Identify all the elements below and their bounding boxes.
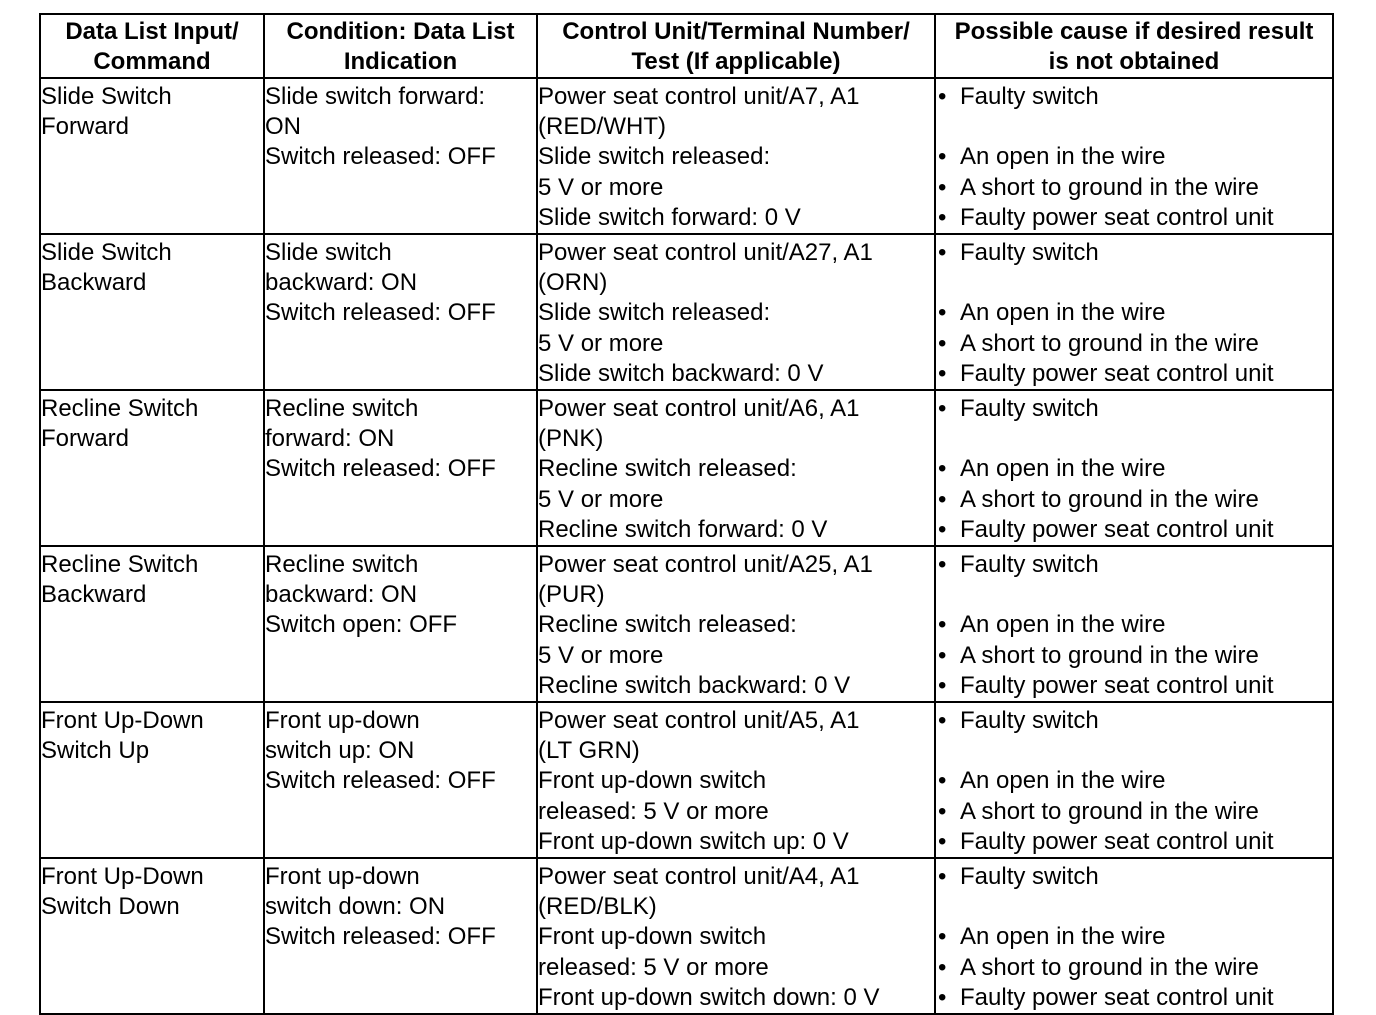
- cause-list-item: [936, 515, 1332, 545]
- cause-text: Faulty switch: [960, 707, 1099, 735]
- terminal-test-cell: [537, 546, 935, 702]
- cause-list-item: [936, 671, 1332, 701]
- cause-list-item: [936, 454, 1332, 484]
- header-data-list-input: [40, 14, 264, 78]
- condition-text-line: Front up-down: [265, 707, 420, 735]
- terminal-test-cell: [537, 78, 935, 234]
- terminal-test-text-line: Recline switch released:: [538, 611, 797, 639]
- terminal-test-text-line: Slide switch released:: [538, 143, 771, 171]
- data-list-input-text-line: Backward: [41, 269, 147, 297]
- bullet-icon: •: [938, 203, 947, 231]
- cause-list-item: [936, 766, 1332, 796]
- cause-text: A short to ground in the wire: [960, 329, 1259, 357]
- bullet-icon: •: [938, 515, 947, 543]
- bullet-icon: •: [938, 923, 947, 951]
- cause-list-item: [936, 953, 1332, 983]
- condition-text-line: Switch released: OFF: [265, 299, 496, 327]
- terminal-test-text-line: Power seat control unit/A4, A1: [538, 863, 860, 891]
- cause-text: Faulty power seat control unit: [960, 515, 1274, 543]
- data-list-input-cell: [40, 702, 264, 858]
- cause-text: An open in the wire: [960, 455, 1166, 483]
- table-row: [40, 702, 1333, 858]
- table-body: [40, 78, 1333, 1014]
- header-text-line: Test (If applicable): [631, 48, 841, 75]
- terminal-test-text-line: (LT GRN): [538, 737, 640, 765]
- cause-text: Faulty switch: [960, 395, 1099, 423]
- possible-cause-cell: [935, 702, 1333, 858]
- table-header-row: [40, 14, 1333, 78]
- cause-text: An open in the wire: [960, 299, 1166, 327]
- bullet-icon: •: [938, 767, 947, 795]
- condition-text-line: backward: ON: [265, 581, 418, 609]
- bullet-icon: •: [938, 863, 947, 891]
- terminal-test-text-line: 5 V or more: [538, 173, 664, 201]
- cause-list-item: [936, 922, 1332, 952]
- bullet-icon: •: [938, 239, 947, 267]
- terminal-test-text-line: (ORN): [538, 269, 608, 297]
- cause-spacer: [936, 112, 1332, 142]
- condition-cell: [264, 234, 537, 390]
- cause-list-item: [936, 641, 1332, 671]
- bullet-icon: •: [938, 83, 947, 110]
- table-row: [40, 546, 1333, 702]
- bullet-icon: •: [938, 953, 947, 981]
- terminal-test-text-line: (RED/BLK): [538, 893, 657, 921]
- condition-cell: [264, 702, 537, 858]
- table-row: [40, 390, 1333, 546]
- cause-list-item: [936, 706, 1332, 736]
- table-row: [40, 234, 1333, 390]
- cause-text: Faulty power seat control unit: [960, 203, 1274, 231]
- condition-cell: [264, 390, 537, 546]
- data-list-input-cell: [40, 858, 264, 1014]
- condition-text-line: Slide switch forward:: [265, 83, 486, 110]
- cause-spacer: [936, 268, 1332, 298]
- cause-list-item: [936, 298, 1332, 328]
- bullet-icon: •: [938, 641, 947, 669]
- cause-list-item: [936, 329, 1332, 359]
- terminal-test-text-line: 5 V or more: [538, 329, 664, 357]
- cause-text: Faulty switch: [960, 863, 1099, 891]
- bullet-icon: •: [938, 329, 947, 357]
- cause-list-item: [936, 359, 1332, 389]
- terminal-test-text-line: Slide switch released:: [538, 299, 771, 327]
- header-possible-cause: [935, 14, 1333, 78]
- condition-text-line: switch up: ON: [265, 737, 415, 765]
- possible-cause-cell: [935, 390, 1333, 546]
- condition-text-line: Switch released: OFF: [265, 923, 496, 951]
- header-text-line: Indication: [343, 48, 458, 75]
- terminal-test-cell: [537, 858, 935, 1014]
- data-list-input-text-line: Slide Switch: [41, 83, 172, 110]
- cause-list-item: [936, 610, 1332, 640]
- terminal-test-cell: [537, 390, 935, 546]
- condition-text-line: Recline switch: [265, 395, 419, 423]
- cause-spacer: [936, 580, 1332, 610]
- header-text-line: Data List Input/: [65, 18, 239, 45]
- cause-text: A short to ground in the wire: [960, 797, 1259, 825]
- terminal-test-text-line: Slide switch backward: 0 V: [538, 359, 824, 387]
- condition-text-line: Switch released: OFF: [265, 455, 496, 483]
- cause-text: A short to ground in the wire: [960, 173, 1259, 201]
- condition-text-line: Slide switch: [265, 239, 392, 267]
- possible-cause-cell: [935, 78, 1333, 234]
- terminal-test-text-line: 5 V or more: [538, 485, 664, 513]
- bullet-icon: •: [938, 983, 947, 1011]
- terminal-test-text-line: Recline switch backward: 0 V: [538, 671, 851, 699]
- bullet-icon: •: [938, 455, 947, 483]
- condition-text-line: Recline switch: [265, 551, 419, 579]
- terminal-test-text-line: Front up-down switch down: 0 V: [538, 983, 880, 1011]
- bullet-icon: •: [938, 611, 947, 639]
- condition-text-line: switch down: ON: [265, 893, 446, 921]
- condition-text-line: Switch open: OFF: [265, 611, 458, 639]
- data-list-input-text-line: Recline Switch: [41, 395, 199, 423]
- bullet-icon: •: [938, 485, 947, 513]
- bullet-icon: •: [938, 671, 947, 699]
- terminal-test-text-line: Front up-down switch up: 0 V: [538, 827, 849, 855]
- terminal-test-text-line: Front up-down switch: [538, 767, 767, 795]
- data-list-input-text-line: Recline Switch: [41, 551, 199, 579]
- data-list-input-text-line: Forward: [41, 113, 130, 141]
- cause-text: Faulty power seat control unit: [960, 827, 1274, 855]
- cause-list-item: [936, 827, 1332, 857]
- data-list-input-text-line: Front Up-Down: [41, 863, 204, 891]
- data-list-input-text-line: Switch Up: [41, 737, 150, 765]
- cause-list-item: [936, 550, 1332, 580]
- cause-spacer: [936, 424, 1332, 454]
- cause-list-item: [936, 173, 1332, 203]
- cause-text: An open in the wire: [960, 923, 1166, 951]
- terminal-test-text-line: Recline switch forward: 0 V: [538, 515, 828, 543]
- cause-spacer: [936, 892, 1332, 922]
- bullet-icon: •: [938, 395, 947, 423]
- data-list-input-text-line: Front Up-Down: [41, 707, 204, 735]
- header-text-line: Control Unit/Terminal Number/: [562, 18, 910, 45]
- cause-list-item: [936, 238, 1332, 268]
- terminal-test-text-line: (RED/WHT): [538, 113, 666, 141]
- cause-text: Faulty switch: [960, 239, 1099, 267]
- header-condition: [264, 14, 537, 78]
- data-list-input-cell: [40, 78, 264, 234]
- terminal-test-cell: [537, 702, 935, 858]
- cause-list-item: [936, 82, 1332, 112]
- cause-text: An open in the wire: [960, 611, 1166, 639]
- cause-text: An open in the wire: [960, 767, 1166, 795]
- condition-text-line: backward: ON: [265, 269, 418, 297]
- cause-list-item: [936, 394, 1332, 424]
- cause-list-item: [936, 142, 1332, 172]
- bullet-icon: •: [938, 797, 947, 825]
- header-text-line: Possible cause if desired result: [954, 18, 1314, 45]
- terminal-test-text-line: released: 5 V or more: [538, 797, 769, 825]
- diagnostic-data-table: [39, 13, 1334, 1015]
- bullet-icon: •: [938, 359, 947, 387]
- possible-cause-cell: [935, 546, 1333, 702]
- possible-cause-cell: [935, 234, 1333, 390]
- condition-cell: [264, 858, 537, 1014]
- table-row: [40, 858, 1333, 1014]
- bullet-icon: •: [938, 143, 947, 171]
- data-list-input-cell: [40, 234, 264, 390]
- cause-text: A short to ground in the wire: [960, 485, 1259, 513]
- header-control-unit-test: [537, 14, 935, 78]
- header-text-line: Command: [93, 48, 211, 75]
- bullet-icon: •: [938, 827, 947, 855]
- terminal-test-text-line: Power seat control unit/A7, A1: [538, 83, 860, 110]
- cause-spacer: [936, 736, 1332, 766]
- data-list-input-cell: [40, 390, 264, 546]
- cause-text: Faulty power seat control unit: [960, 359, 1274, 387]
- bullet-icon: •: [938, 707, 947, 735]
- terminal-test-text-line: Power seat control unit/A25, A1: [538, 551, 873, 579]
- condition-cell: [264, 78, 537, 234]
- data-list-input-text-line: Forward: [41, 425, 130, 453]
- terminal-test-cell: [537, 234, 935, 390]
- data-list-input-text-line: Switch Down: [41, 893, 180, 921]
- cause-list-item: [936, 797, 1332, 827]
- cause-text: Faulty switch: [960, 83, 1099, 110]
- table-row: [40, 78, 1333, 234]
- cause-text: Faulty power seat control unit: [960, 983, 1274, 1011]
- terminal-test-text-line: Power seat control unit/A5, A1: [538, 707, 860, 735]
- header-text-line: is not obtained: [1048, 48, 1220, 75]
- cause-text: Faulty power seat control unit: [960, 671, 1274, 699]
- cause-text: A short to ground in the wire: [960, 641, 1259, 669]
- cause-text: Faulty switch: [960, 551, 1099, 579]
- header-text-line: Condition: Data List: [286, 18, 515, 45]
- condition-cell: [264, 546, 537, 702]
- condition-text-line: Front up-down: [265, 863, 420, 891]
- possible-cause-cell: [935, 858, 1333, 1014]
- terminal-test-text-line: Front up-down switch: [538, 923, 767, 951]
- condition-text-line: ON: [265, 113, 301, 141]
- bullet-icon: •: [938, 173, 947, 201]
- condition-text-line: Switch released: OFF: [265, 767, 496, 795]
- cause-list-item: [936, 203, 1332, 233]
- bullet-icon: •: [938, 551, 947, 579]
- condition-text-line: Switch released: OFF: [265, 143, 496, 171]
- terminal-test-text-line: Power seat control unit/A6, A1: [538, 395, 860, 423]
- cause-text: An open in the wire: [960, 143, 1166, 171]
- data-list-input-text-line: Slide Switch: [41, 239, 172, 267]
- data-list-input-text-line: Backward: [41, 581, 147, 609]
- cause-text: A short to ground in the wire: [960, 953, 1259, 981]
- cause-list-item: [936, 485, 1332, 515]
- terminal-test-text-line: released: 5 V or more: [538, 953, 769, 981]
- data-list-input-cell: [40, 546, 264, 702]
- cause-list-item: [936, 862, 1332, 892]
- terminal-test-text-line: (PUR): [538, 581, 605, 609]
- terminal-test-text-line: Slide switch forward: 0 V: [538, 203, 801, 231]
- cause-list-item: [936, 983, 1332, 1013]
- bullet-icon: •: [938, 299, 947, 327]
- condition-text-line: forward: ON: [265, 425, 395, 453]
- terminal-test-text-line: 5 V or more: [538, 641, 664, 669]
- terminal-test-text-line: Recline switch released:: [538, 455, 797, 483]
- terminal-test-text-line: Power seat control unit/A27, A1: [538, 239, 873, 267]
- terminal-test-text-line: (PNK): [538, 425, 604, 453]
